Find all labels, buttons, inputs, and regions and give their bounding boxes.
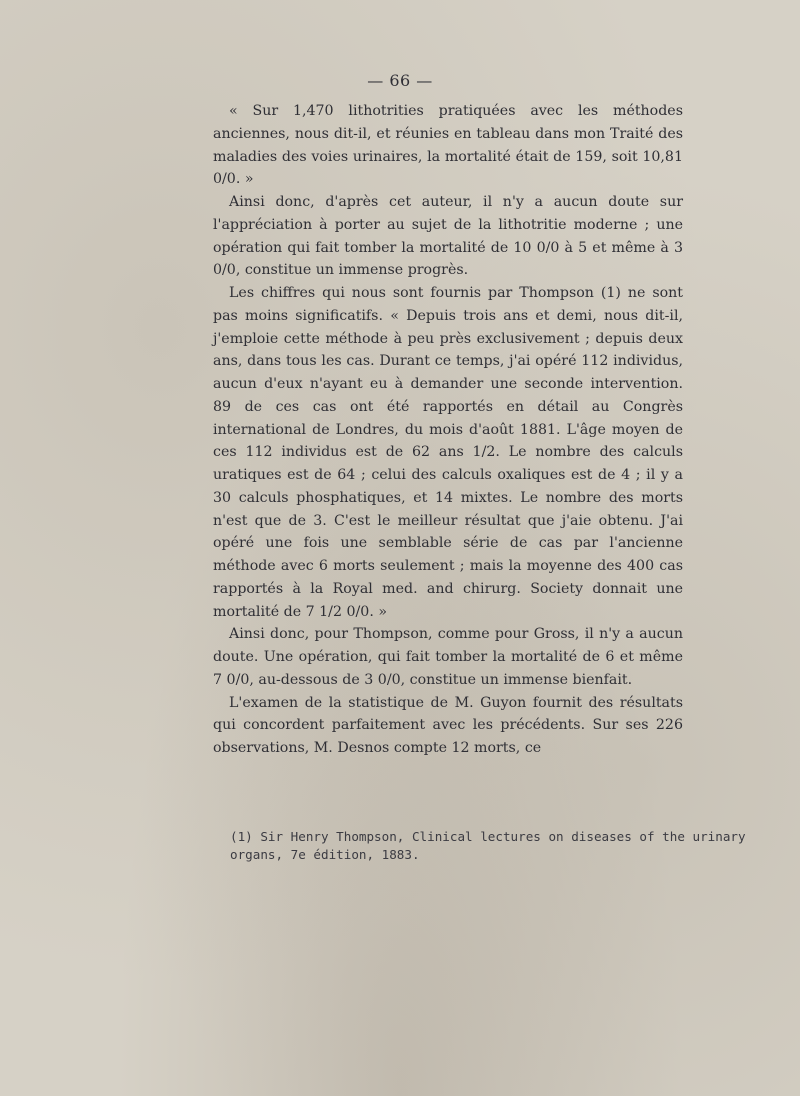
footnote-line-2: organs, 7e édition, 1883. — [230, 847, 420, 862]
footnote-line-1: (1) Sir Henry Thompson, Clinical lectures on diseases of the urinary — [230, 829, 746, 844]
paragraph-4: Ainsi donc, pour Thompson, comme pour Gross, il n'y a aucun doute. Une opération, qui fait tomber la mortalité de 6 et même 7 0/0, au-dessous de 3 0/0, constitue un immense bienfait. — [213, 626, 683, 688]
paragraph-1: « Sur 1,470 lithotrities pratiquées avec les méthodes anciennes, nous dit-il, et réunies en tableau dans mon Traité des maladies des voies urinaires, la mortalité était de 159, soit 10,81 0/0. » — [213, 103, 683, 188]
page-number: — 66 — — [367, 71, 433, 90]
footnote — [230, 828, 746, 864]
paragraph-2: Ainsi donc, d'après cet auteur, il n'y a aucun doute sur l'appréciation à porter au sujet de la lithotritie moderne ; une opération qui fait tomber la mortalité de 10 0/0 à 5 et même à 3 0/0, constitue un immense progrès. — [213, 194, 683, 279]
paragraph-3: Les chiffres qui nous sont fournis par Thompson (1) ne sont pas moins significatifs. « Depuis trois ans et demi, nous dit-il, j'emploie cette méthode à peu près exclusivement ; depuis deux ans, dans tous les cas. Durant ce temps, j'ai opéré 112 individus, aucun d'eux n'ayant eu à demander une seconde intervention. 89 de ces cas ont été rapportés en détail au Congrès international de Londres, du mois d'août 1881. L'âge moyen de ces 112 individus est de 62 ans 1/2. Le nombre des calculs uratiques est de 64 ; celui des calculs oxaliques est de 4 ; il y a 30 calculs phosphatiques, et 14 mixtes. Le nombre des morts n'est que de 3. C'est le meilleur résultat que j'aie obtenu. J'ai opéré une fois une semblable série de cas par l'ancienne méthode avec 6 morts seulement ; mais la moyenne des 400 cas rapportés à la Royal med. and chirurg. Society donnait une mortalité de 7 1/2 0/0. » — [213, 285, 683, 620]
paragraph-5: L'examen de la statistique de M. Guyon fournit des résultats qui concordent parfaitement avec les précédents. Sur ses 226 observations, M. Desnos compte 12 morts, ce — [213, 694, 683, 756]
body-text — [213, 100, 683, 760]
